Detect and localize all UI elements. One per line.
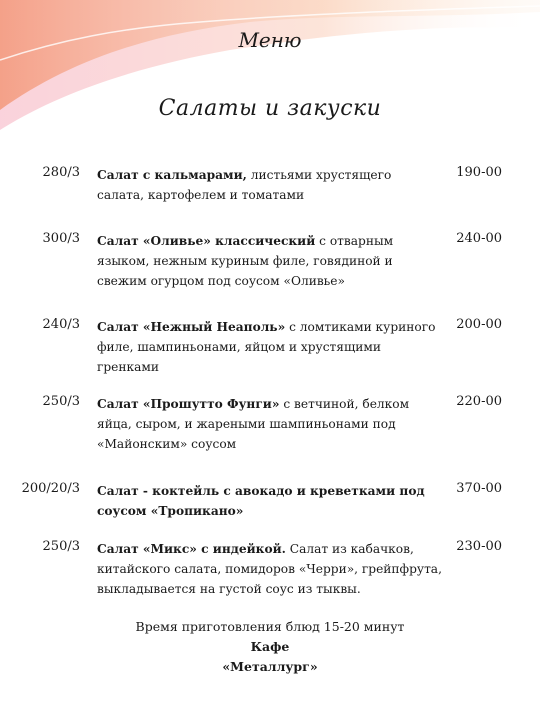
item-weight: 240/3 <box>42 317 80 332</box>
item-weight: 250/3 <box>42 394 80 409</box>
item-price: 190-00 <box>456 165 502 180</box>
item-details: с ветчиной, белком яйца, сыром, и жареными шампиньонами под «Майонским» соусом <box>97 397 410 451</box>
item-details: с отварным языком, нежным куриным филе, говядиной и свежим огурцом под соусом «Оливье» <box>97 234 394 288</box>
item-price: 230-00 <box>456 539 502 554</box>
item-description <box>97 165 442 205</box>
item-description <box>97 317 442 377</box>
item-price: 220-00 <box>456 394 502 409</box>
cafe-label: Кафе <box>250 639 290 654</box>
item-name: Салат - коктейль с авокадо и креветками под соусом «Тропикано» <box>97 484 425 518</box>
item-description <box>97 539 442 599</box>
item-details: листьями хрустящего салата, картофелем и томатами <box>97 168 392 202</box>
item-name: Салат «Прошутто Фунги» <box>97 397 280 411</box>
item-description <box>97 394 442 454</box>
preparation-time-note: Время приготовления блюд 15-20 минут <box>135 619 405 634</box>
item-name: Салат с кальмарами, <box>97 168 247 182</box>
item-details: с ломтиками куриного филе, шампиньонами, яйцом и хрустящими гренками <box>97 320 436 374</box>
item-price: 370-00 <box>456 481 502 496</box>
item-name: Салат «Нежный Неаполь» <box>97 320 286 334</box>
item-weight: 200/20/3 <box>21 481 80 496</box>
item-weight: 250/3 <box>42 539 80 554</box>
section-title: Салаты и закуски <box>158 96 382 121</box>
menu-header-title: Меню <box>238 28 302 52</box>
item-price: 200-00 <box>456 317 502 332</box>
item-price: 240-00 <box>456 231 502 246</box>
item-name: Салат «Микс» с индейкой. <box>97 542 286 556</box>
item-name: Салат «Оливье» классический <box>97 234 316 248</box>
item-weight: 280/3 <box>42 165 80 180</box>
item-weight: 300/3 <box>42 231 80 246</box>
item-description <box>97 231 442 291</box>
item-description <box>97 481 442 521</box>
cafe-name: «Металлург» <box>222 659 318 674</box>
menu-footer <box>0 617 540 677</box>
item-details: Салат из кабачков, китайского салата, помидоров «Черри», грейпфрута, выкладывается на густой соус из тыквы. <box>97 542 442 596</box>
